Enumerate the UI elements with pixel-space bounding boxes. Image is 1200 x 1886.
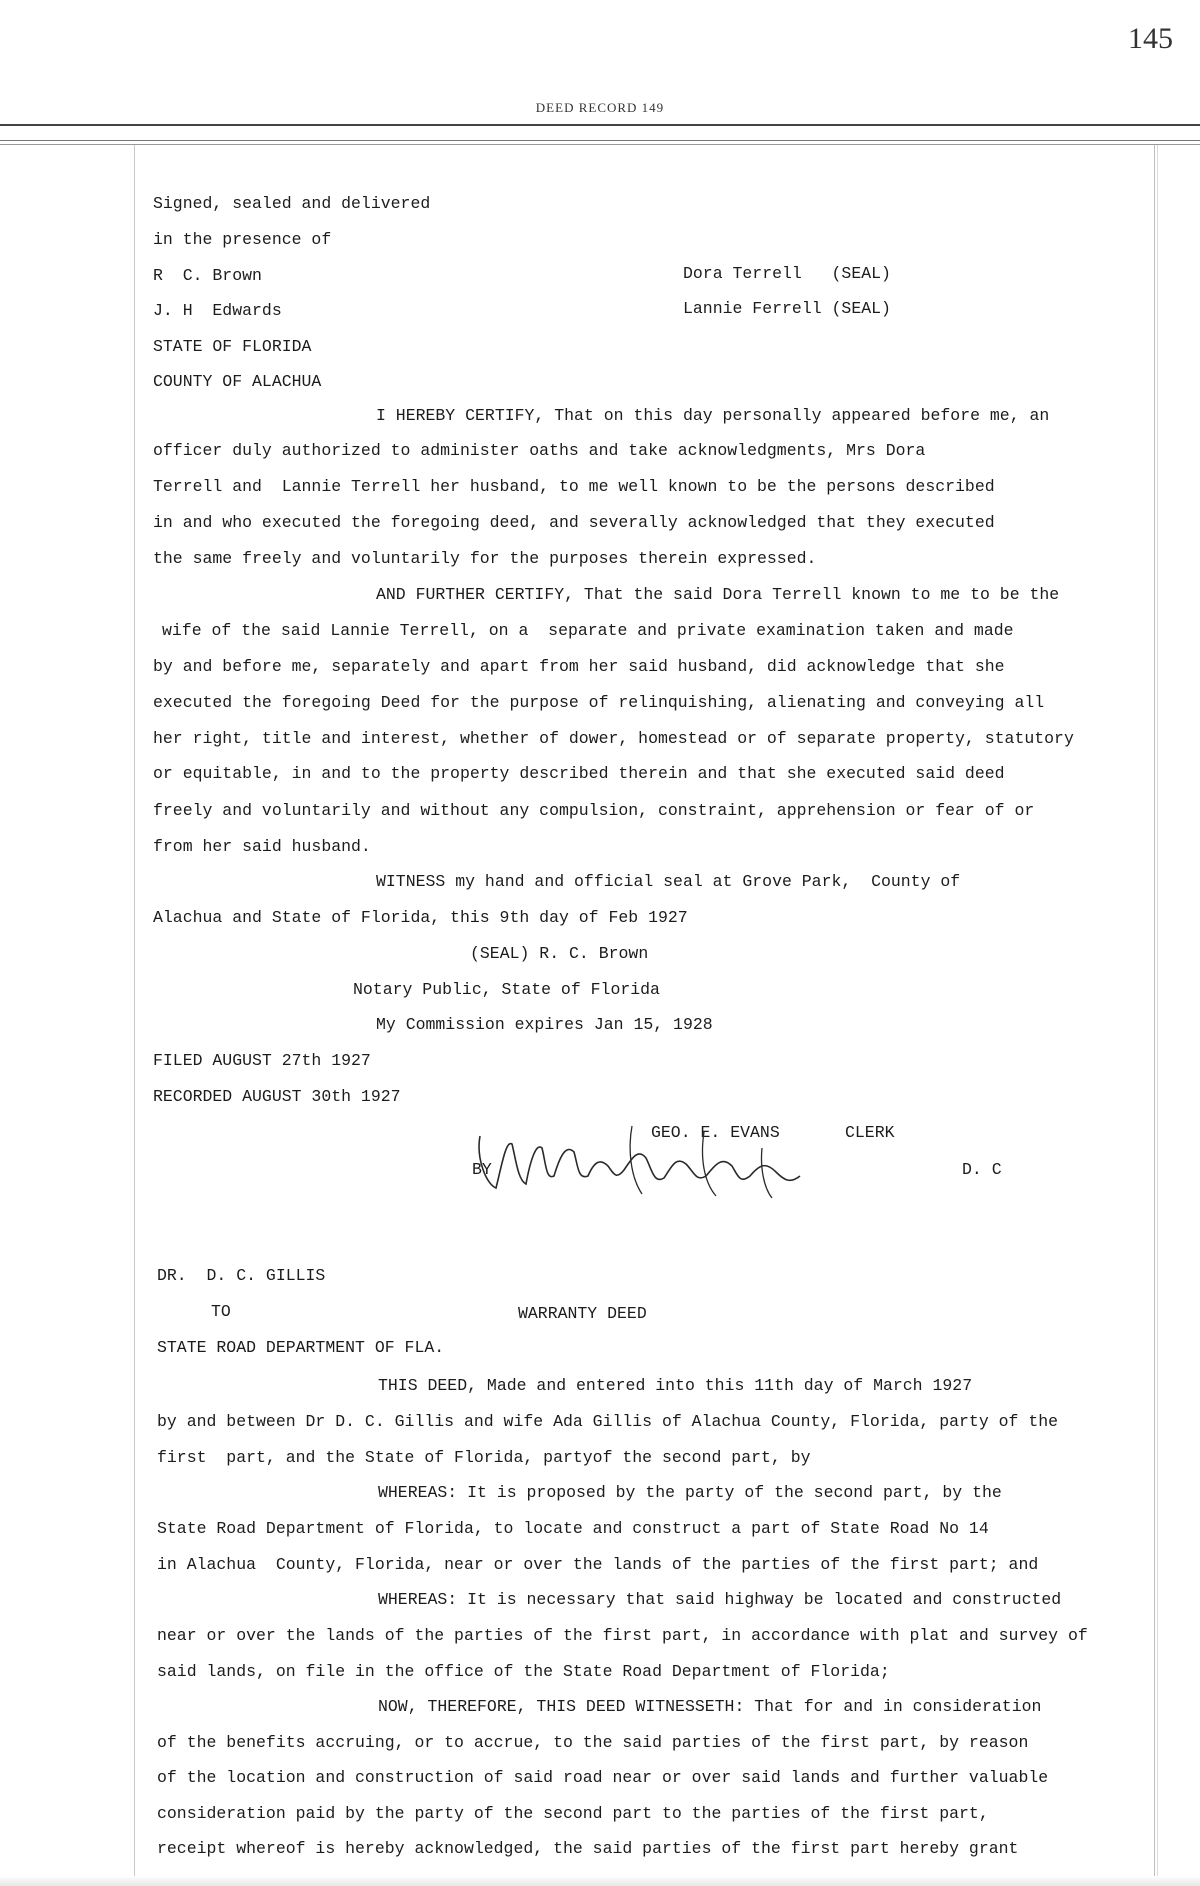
page-number: 145: [1128, 22, 1173, 55]
header-rule: [0, 144, 1200, 145]
text-line: Notary Public, State of Florida: [353, 980, 660, 999]
text-line: Alachua and State of Florida, this 9th day of Feb 1927: [153, 908, 688, 927]
text-line: freely and voluntarily and without any compulsion, constraint, apprehension or fear of or: [153, 801, 1035, 820]
text-line: TO: [211, 1302, 231, 1321]
text-line: receipt whereof is hereby acknowledged, the said parties of the first part hereby grant: [157, 1839, 1019, 1858]
text-line: CLERK: [845, 1123, 895, 1142]
text-line: in Alachua County, Florida, near or over the lands of the parties of the first part; and: [157, 1555, 1039, 1574]
text-line: executed the foregoing Deed for the purpose of relinquishing, alienating and conveying all: [153, 693, 1045, 712]
text-line: NOW, THEREFORE, THIS DEED WITNESSETH: That for and in consideration: [378, 1697, 1042, 1716]
text-line: FILED AUGUST 27th 1927: [153, 1051, 371, 1070]
text-line: State Road Department of Florida, to locate and construct a part of State Road No 14: [157, 1519, 989, 1538]
text-line: COUNTY OF ALACHUA: [153, 372, 322, 391]
text-line: WITNESS my hand and official seal at Grove Park, County of: [376, 872, 961, 891]
text-line: DR. D. C. GILLIS: [157, 1266, 326, 1285]
text-line: wife of the said Lannie Terrell, on a separate and private examination taken and made: [162, 621, 1014, 640]
text-line: consideration paid by the party of the second part to the parties of the first part,: [157, 1804, 989, 1823]
text-line: by and before me, separately and apart from her said husband, did acknowledge that she: [153, 657, 1005, 676]
text-line: Terrell and Lannie Terrell her husband, to me well known to be the persons described: [153, 477, 995, 496]
text-line: Dora Terrell (SEAL): [683, 264, 891, 283]
record-title: DEED RECORD 149: [535, 100, 665, 115]
text-line: My Commission expires Jan 15, 1928: [376, 1015, 713, 1034]
text-line: of the benefits accruing, or to accrue, to the said parties of the first part, by reason: [157, 1733, 1029, 1752]
text-line: AND FURTHER CERTIFY, That the said Dora Terrell known to me to be the: [376, 585, 1060, 604]
text-line: GEO. E. EVANS: [651, 1123, 780, 1142]
text-line: her right, title and interest, whether of dower, homestead or of separate property, statutory: [153, 729, 1074, 748]
left-margin-line: [134, 145, 135, 1886]
text-line: I HEREBY CERTIFY, That on this day personally appeared before me, an: [376, 406, 1050, 425]
text-line: in the presence of: [153, 230, 332, 249]
text-line: WHEREAS: It is proposed by the party of the second part, by the: [378, 1483, 1002, 1502]
text-line: WHEREAS: It is necessary that said highway be located and constructed: [378, 1590, 1062, 1609]
text-line: (SEAL) R. C. Brown: [470, 944, 649, 963]
text-line: THIS DEED, Made and entered into this 11th day of March 1927: [378, 1376, 973, 1395]
text-line: Signed, sealed and delivered: [153, 194, 431, 213]
text-line: WARRANTY DEED: [518, 1304, 647, 1323]
text-line: first part, and the State of Florida, partyof the second part, by: [157, 1448, 811, 1467]
bottom-shade: [0, 1876, 1200, 1886]
text-line: RECORDED AUGUST 30th 1927: [153, 1087, 401, 1106]
header-rule: [0, 140, 1200, 141]
text-line: or equitable, in and to the property described therein and that she executed said deed: [153, 764, 1005, 783]
header-rule: [0, 124, 1200, 126]
text-line: STATE OF FLORIDA: [153, 337, 312, 356]
text-line: BY: [472, 1160, 492, 1179]
text-line: from her said husband.: [153, 837, 371, 856]
text-line: J. H Edwards: [153, 301, 282, 320]
text-line: the same freely and voluntarily for the purposes therein expressed.: [153, 549, 817, 568]
right-margin-line: [1157, 145, 1158, 1886]
text-line: said lands, on file in the office of the State Road Department of Florida;: [157, 1662, 890, 1681]
right-margin-line: [1154, 145, 1155, 1886]
text-line: R C. Brown: [153, 266, 262, 285]
text-line: officer duly authorized to administer oaths and take acknowledgments, Mrs Dora: [153, 441, 926, 460]
text-line: D. C: [962, 1160, 1002, 1179]
text-line: near or over the lands of the parties of the first part, in accordance with plat and survey of: [157, 1626, 1088, 1645]
text-line: by and between Dr D. C. Gillis and wife Ada Gillis of Alachua County, Florida, party of the: [157, 1412, 1059, 1431]
clerk-signature: [472, 1118, 862, 1218]
text-line: Lannie Ferrell (SEAL): [683, 299, 891, 318]
text-line: of the location and construction of said road near or over said lands and further valuable: [157, 1768, 1049, 1787]
text-line: in and who executed the foregoing deed, and severally acknowledged that they executed: [153, 513, 995, 532]
text-line: STATE ROAD DEPARTMENT OF FLA.: [157, 1338, 445, 1357]
